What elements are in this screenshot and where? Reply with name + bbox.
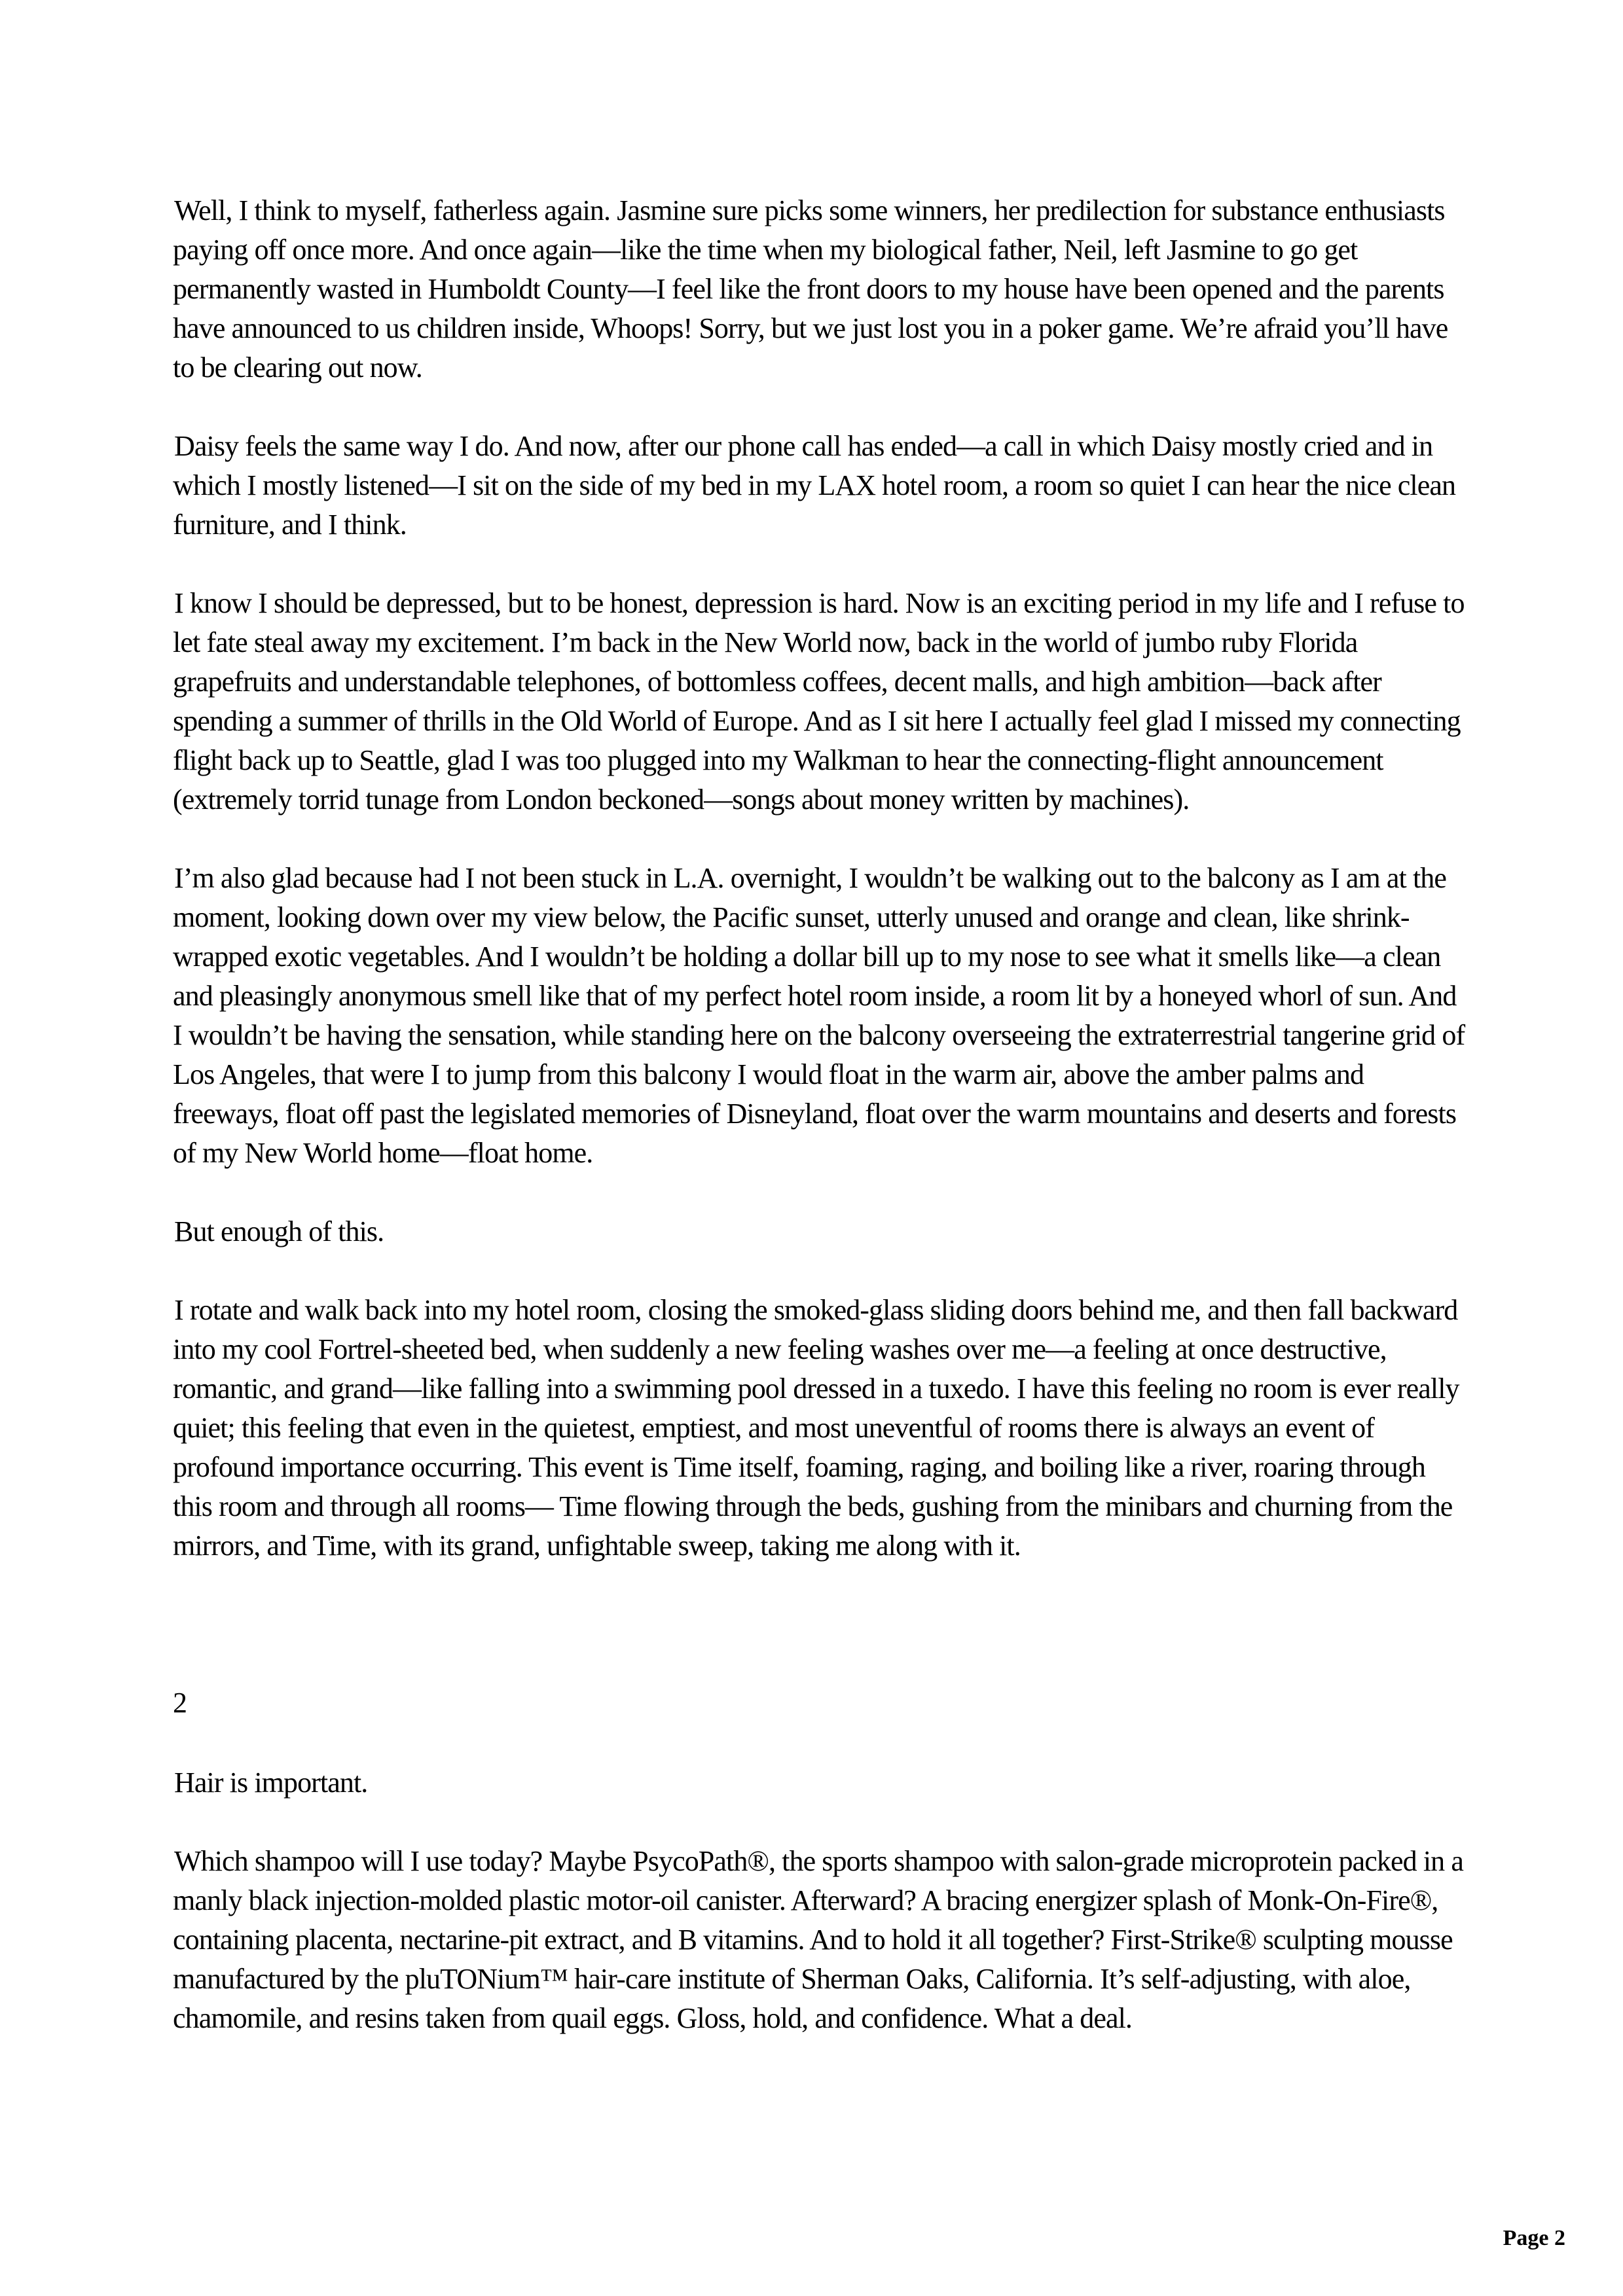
chapter-number: 2 <box>173 1687 187 1719</box>
paragraph-shampoo: Which shampoo will I use today? Maybe PsycoPath®, the sports shampoo with salon-grade microprotein packed in a manly black injection-molded plastic motor-oil canister. Afterward? A bracing energizer splash of Monk-On-Fire®, containing placenta, nectarine-pit extract, and B vitamins. And to hold it all together? First-Strike® sculpting mousse manufactured by the pluTONium™ hair-care institute of Sherman Oaks, California. It’s self-adjusting, with aloe, chamomile, and resins taken from quail eggs. Gloss, hold, and confidence. What a deal. <box>173 1845 1463 2034</box>
paragraph-hair-important: Hair is important. <box>174 1767 368 1799</box>
paragraph-time-river: I rotate and walk back into my hotel room, closing the smoked-glass sliding doors behind me, and then fall backward into my cool Fortrel-sheeted bed, when suddenly a new feeling washes over me—a feeling at once destructive, romantic, and grand—like falling into a swimming pool dressed in a tuxedo. I have this feeling no room is ever really quiet; this feeling that even in the quietest, emptiest, and most uneventful of rooms there is always an event of profound importance occurring. This event is Time itself, foaming, raging, and boiling like a river, roaring through this room and through all rooms— Time flowing through the beds, gushing from the minibars and churning from the mirrors, and Time, with its grand, unfightable sweep, taking me along with it. <box>173 1294 1459 1562</box>
paragraph-fatherless-again: Well, I think to myself, fatherless again. Jasmine sure picks some winners, her predilection for substance enthusiasts paying off once more. And once again—like the time when my biological father, Neil, left Jasmine to go get permanently wasted in Humboldt County—I feel like the front doors to my house have been opened and the parents have announced to us children inside, Whoops! Sorry, but we just lost you in a poker game. We’re afraid you’ll have to be clearing out now. <box>173 194 1448 384</box>
paragraph-balcony: I’m also glad because had I not been stuck in L.A. overnight, I wouldn’t be walking out to the balcony as I am at the moment, looking down over my view below, the Pacific sunset, utterly unused and orange and clean, like shrink-wrapped exotic vegetables. And I wouldn’t be holding a dollar bill up to my nose to see what it smells like—a clean and pleasingly anonymous smell like that of my perfect hotel room inside, a room lit by a honeyed whorl of sun. And I wouldn’t be having the sensation, while standing here on the balcony overseeing the extraterrestrial tangerine grid of Los Angeles, that were I to jump from this balcony I would float in the warm air, above the amber palms and freeways, float off past the legislated memories of Disneyland, float over the warm mountains and deserts and forests of my New World home—float home. <box>173 862 1465 1169</box>
page-number: Page 2 <box>1503 2226 1565 2250</box>
paragraph-new-world: I know I should be depressed, but to be honest, depression is hard. Now is an exciting period in my life and I refuse to let fate steal away my excitement. I’m back in the New World now, back in the world of jumbo ruby Florida grapefruits and understandable telephones, of bottomless coffees, decent malls, and high ambition—back after spending a summer of thrills in the Old World of Europe. And as I sit here I actually feel glad I missed my connecting flight back up to Seattle, glad I was too plugged into my Walkman to hear the connecting-flight announcement (extremely torrid tunage from London beckoned—songs about money written by machines). <box>173 587 1465 816</box>
section-break <box>173 1605 1469 1683</box>
paragraph-enough: But enough of this. <box>174 1215 384 1247</box>
body-text <box>173 191 1469 2077</box>
paragraph-daisy-phone-call: Daisy feels the same way I do. And now, after our phone call has ended—a call in which Daisy mostly cried and in which I mostly listened—I sit on the side of my bed in my LAX hotel room, a room so quiet I can hear the nice clean furniture, and I think. <box>173 430 1456 541</box>
